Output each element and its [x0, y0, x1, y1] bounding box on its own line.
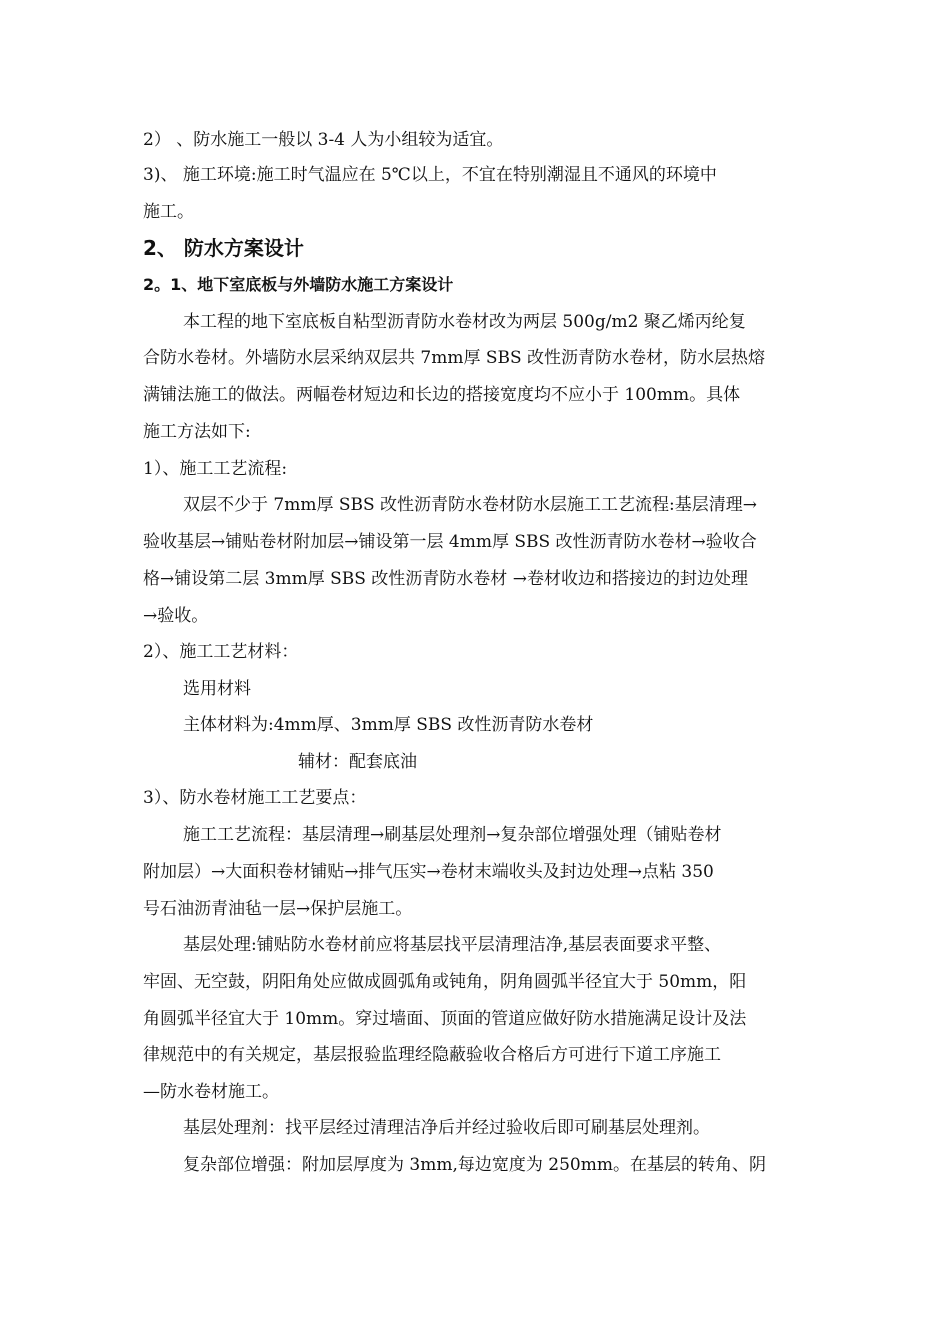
- paragraph-line: 基层处理:铺贴防水卷材前应将基层找平层清理洁净,基层表面要求平整、: [183, 935, 722, 955]
- paragraph-line: 复杂部位增强：附加层厚度为 3mm,每边宽度为 250mm。在基层的转角、阴: [183, 1155, 766, 1175]
- paragraph-line: 满铺法施工的做法。两幅卷材短边和长边的搭接宽度均不应小于 100mm。具体: [143, 385, 741, 405]
- list-item: 3)、 施工环境:施工时气温应在 5℃以上，不宜在特别潮湿且不通风的环境中: [143, 165, 717, 185]
- paragraph-line: 施工。: [143, 202, 194, 222]
- list-item: 3）、防水卷材施工工艺要点：: [143, 788, 367, 808]
- paragraph-line: 角圆弧半径宜大于 10mm。穿过墙面、顶面的管道应做好防水措施满足设计及法: [143, 1009, 747, 1029]
- paragraph-line: 双层不少于 7mm厚 SBS 改性沥青防水卷材防水层施工工艺流程:基层清理→: [183, 495, 758, 515]
- paragraph-line: 验收基层→铺贴卷材附加层→铺设第一层 4mm厚 SBS 改性沥青防水卷材→验收合: [143, 532, 757, 552]
- paragraph-line: 本工程的地下室底板自粘型沥青防水卷材改为两层 500g/m2 聚乙烯丙纶复: [183, 312, 746, 332]
- section-heading: 2、 防水方案设计: [143, 236, 304, 260]
- paragraph-line: 施工工艺流程：基层清理→刷基层处理剂→复杂部位增强处理（铺贴卷材: [183, 825, 722, 845]
- list-item: 1）、施工工艺流程:: [143, 459, 288, 479]
- list-item: 2） 、防水施工一般以 3-4 人为小组较为适宜。: [143, 130, 504, 150]
- paragraph-line: 附加层）→大面积卷材铺贴→排气压实→卷材末端收头及封边处理→点粘 350: [143, 862, 714, 882]
- paragraph-line: 施工方法如下:: [143, 422, 251, 442]
- paragraph-line: 格→铺设第二层 3mm厚 SBS 改性沥青防水卷材 →卷材收边和搭接边的封边处理: [143, 569, 748, 589]
- paragraph-line: —防水卷材施工。: [143, 1082, 279, 1102]
- paragraph-line: 选用材料: [183, 679, 251, 699]
- paragraph-line: 合防水卷材。外墙防水层采纳双层共 7mm厚 SBS 改性沥青防水卷材，防水层热熔: [143, 348, 766, 368]
- paragraph-line: 辅材：配套底油: [298, 752, 417, 772]
- paragraph-line: 牢固、无空鼓，阴阳角处应做成圆弧角或钝角，阴角圆弧半径宜大于 50mm，阳: [143, 972, 747, 992]
- subsection-heading: 2。1、地下室底板与外墙防水施工方案设计: [143, 275, 454, 294]
- paragraph-line: 号石油沥青油毡一层→保护层施工。: [143, 899, 413, 919]
- paragraph-line: 主体材料为:4mm厚、3mm厚 SBS 改性沥青防水卷材: [183, 715, 594, 735]
- list-item: 2）、施工工艺材料：: [143, 642, 299, 662]
- paragraph-line: 律规范中的有关规定，基层报验监理经隐蔽验收合格后方可进行下道工序施工: [143, 1045, 721, 1065]
- paragraph-line: 基层处理剂：找平层经过清理洁净后并经过验收后即可刷基层处理剂。: [183, 1118, 710, 1138]
- paragraph-line: →验收。: [143, 606, 209, 626]
